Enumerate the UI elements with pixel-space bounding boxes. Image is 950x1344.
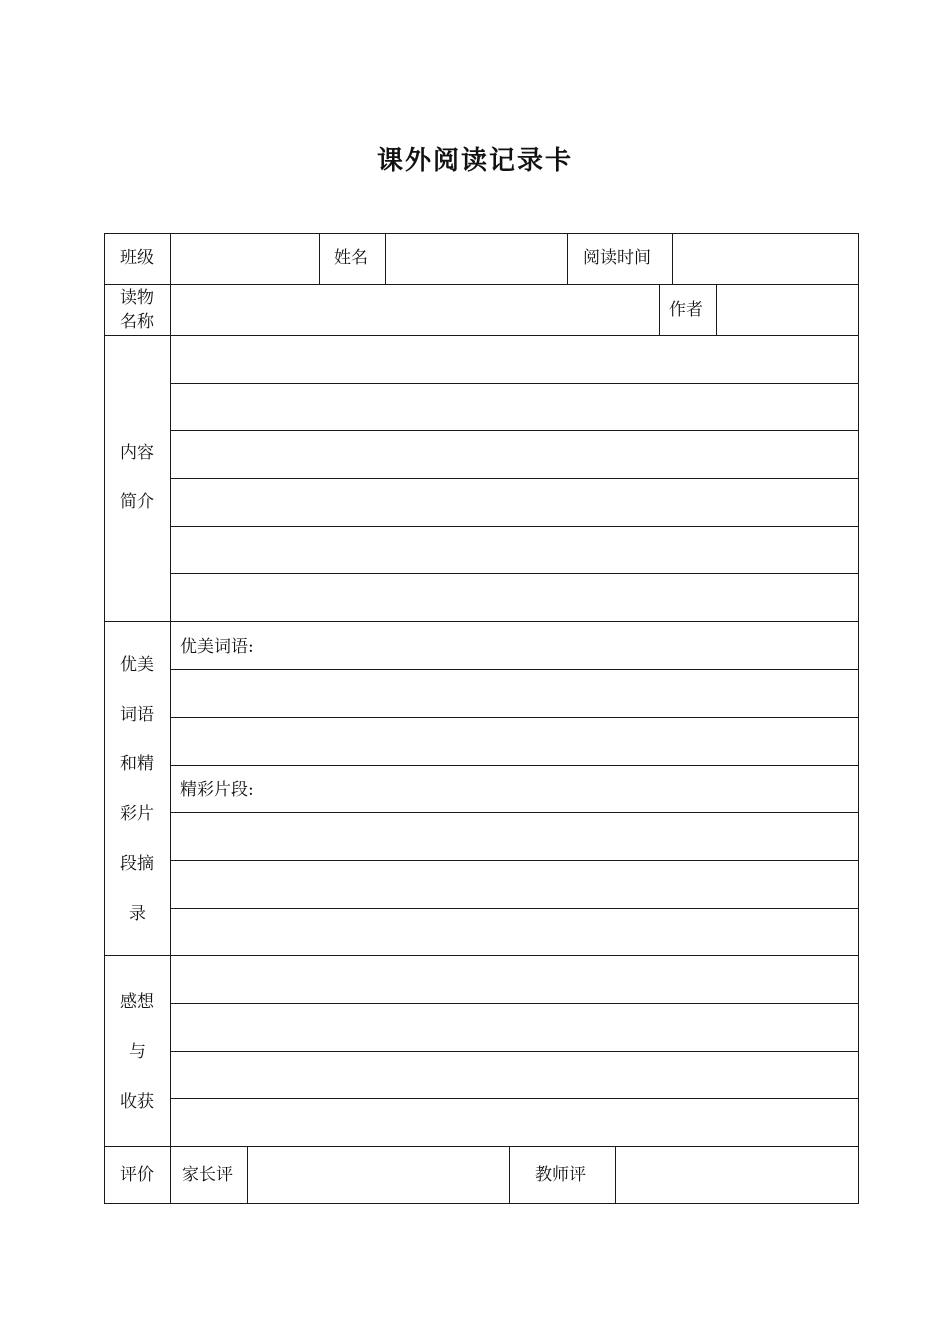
reflection-label-line3: 收获: [120, 1092, 154, 1112]
reflection-writing-area[interactable]: [171, 956, 858, 1146]
words-prompt: 优美词语:: [180, 637, 254, 657]
reading-time-label: 阅读时间: [583, 248, 651, 268]
excerpt-label-line6: 录: [129, 904, 146, 924]
author-field[interactable]: [717, 285, 858, 335]
class-label: 班级: [120, 248, 154, 268]
reflection-label-line2: 与: [129, 1042, 146, 1062]
parent-evaluation-label: 家长评: [182, 1165, 233, 1185]
author-label: 作者: [669, 300, 703, 320]
evaluation-label: 评价: [120, 1165, 154, 1185]
summary-writing-area[interactable]: [171, 336, 858, 621]
reflection-label-line1: 感想: [120, 992, 154, 1012]
book-title-label-line2: 名称: [120, 312, 154, 332]
page-title: 课外阅读记录卡: [376, 146, 573, 176]
summary-label-line2: 简介: [120, 492, 154, 512]
excerpt-label-line5: 段摘: [120, 854, 154, 874]
teacher-evaluation-label: 教师评: [535, 1165, 586, 1185]
excerpt-label-line3: 和精: [120, 754, 154, 774]
book-title-label-line1: 读物: [120, 288, 154, 308]
summary-label-line1: 内容: [120, 443, 154, 463]
passage-prompt: 精彩片段:: [180, 780, 254, 800]
teacher-evaluation-field[interactable]: [616, 1147, 858, 1203]
excerpt-label-line4: 彩片: [120, 804, 154, 824]
reading-time-field[interactable]: [673, 234, 858, 284]
name-field[interactable]: [386, 234, 567, 284]
excerpt-label-line2: 词语: [120, 705, 154, 725]
class-field[interactable]: [171, 234, 319, 284]
book-title-field[interactable]: [171, 285, 659, 335]
excerpt-writing-area[interactable]: [171, 622, 858, 955]
excerpt-label-line1: 优美: [120, 655, 154, 675]
parent-evaluation-field[interactable]: [248, 1147, 509, 1203]
name-label: 姓名: [334, 248, 368, 268]
